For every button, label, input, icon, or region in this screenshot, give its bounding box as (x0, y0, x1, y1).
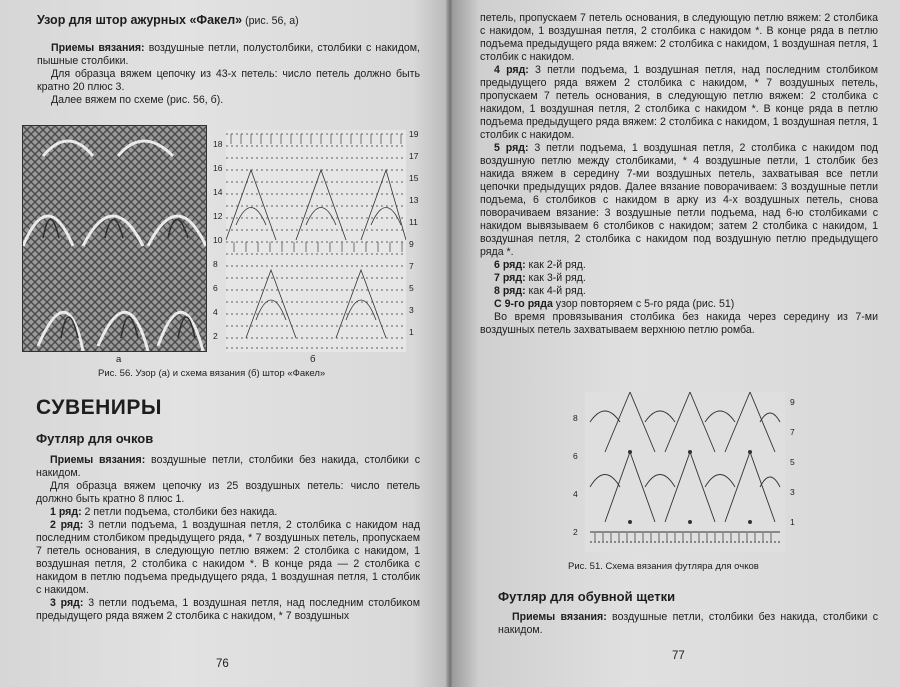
page-left (0, 0, 448, 687)
techniques-label: Приемы вязания: (512, 611, 607, 623)
row-label: 2 ряд: (50, 519, 84, 531)
row-number: 14 (213, 187, 223, 197)
row-label: 4 ряд: (494, 64, 529, 76)
techniques-text: воздушные петли, полустолбики, столбики с накидом, пышные столбики. (37, 42, 420, 67)
row-number: 10 (213, 235, 223, 245)
techniques-text: воздушные петли, столбики без накида, столбики с накидом. (36, 454, 421, 479)
row-text: 3 петли подъема, 1 воздушная петля, над последним столбиком предыдущего ряда вяжем 2 столбика с накидом, * 7 воздушных петель, пропускаем 7 петель основания, в следующую петлю вяжем: 2 столбика с накидом, 1 воздушная петля, 2 столбика с накидом *. В конце ряда в петлю подъема предыдущего ряда вяжем: 2 столбика с накидом, 1 воздушная петля, 1 столбик с накидом. (480, 64, 878, 141)
row-number: 7 (409, 261, 414, 271)
row-number: 8 (573, 413, 578, 423)
paragraph: петель, пропускаем 7 петель основания, в следующую петлю вяжем: 2 столбика с накидом, 1 воздушная петля, 2 столбика с накидом *. В конце ряда в петлю подъема предыдущего ряда вяжем: 2 столбика с накидом, 1 воздушная петля, 1 столбик с накидом. (480, 12, 878, 63)
row-number: 5 (409, 283, 414, 293)
row-number: 9 (409, 239, 414, 249)
row-text: 2 петли подъема, столбики без накида. (81, 506, 278, 518)
paragraph: Для образца вяжем цепочку из 43-х петель: число петель должно быть кратно 20 плюс 3. (37, 68, 420, 93)
row-number: 6 (213, 283, 218, 293)
row-label: 6 ряд: (494, 259, 526, 271)
row-text: узор повторяем с 5-го ряда (рис. 51) (552, 298, 735, 310)
row-label: 7 ряд: (494, 272, 526, 284)
techniques-label: Приемы вязания: (50, 454, 146, 466)
row-number: 4 (573, 489, 578, 499)
glasses-case-text (36, 454, 420, 623)
rows-text (480, 12, 878, 337)
figure-caption-51: Рис. 51. Схема вязания футляра для очков (568, 561, 759, 572)
diagram-row-numbers-left (573, 414, 578, 566)
row-number: 11 (409, 217, 418, 227)
row-text: как 3-й ряд. (525, 272, 586, 284)
paragraph: Далее вяжем по схеме (рис. 56, б). (51, 94, 224, 106)
fig-label-a: а (116, 354, 122, 365)
pattern-intro (37, 42, 420, 107)
row-label: 1 ряд: (50, 506, 82, 518)
row-number: 7 (790, 427, 795, 437)
techniques-text: воздушные петли, столбики без накида, столбики с накидом. (498, 611, 879, 636)
row-label: С 9-го ряда (494, 298, 553, 310)
row-number: 1 (409, 327, 414, 337)
section-title: СУВЕНИРЫ (36, 396, 162, 419)
paragraph: Во время провязывания столбика без накида через середину из 7-ми воздушных петель захватываем верхнюю петлю ромба. (480, 311, 878, 336)
row-text: 3 петли подъема, 1 воздушная петля, 2 столбика с накидом под воздушную петлю между столбиками, * 4 воздушные петли, 1 столбик без накида вяжем в середину 7-ми воздушных петель, захватывая все петли цепочки предыдущих рядов. Далее вязание поворачиваем: 3 воздушные петли подъема, 6 столбиков с накидом в арку из 4-х воздушных петель, снова поворачиваем вязание: 3 воздушные петли подъема, над 6-ю столбиками с накидом вывязываем 6 столбиков с накидом; затем 2 столбика с накидом, 1 воздушная петля, 2 столбика с накидом под воздушную петлю предыдущего ряда *. (480, 142, 878, 258)
row-text: как 4-й ряд. (525, 285, 586, 297)
row-number: 2 (213, 331, 218, 341)
row-number: 12 (213, 211, 223, 221)
row-number: 3 (409, 305, 414, 315)
subsection-title: Футляр для очков (36, 431, 154, 446)
row-number: 4 (213, 307, 218, 317)
row-number: 9 (790, 397, 795, 407)
row-number: 16 (213, 163, 223, 173)
row-number: 8 (213, 259, 218, 269)
diagram-row-numbers-right (790, 398, 795, 548)
row-number: 5 (790, 457, 795, 467)
page-number: 76 (216, 658, 229, 670)
pattern-heading-ref: (рис. 56, а) (242, 15, 299, 27)
row-number: 2 (573, 527, 578, 537)
row-text: 3 петли подъема, 1 воздушная петля, над последним столбиком предыдущего ряда вяжем 2 столбика с накидом, * 7 воздушных (36, 597, 420, 622)
row-number: 1 (790, 517, 795, 527)
crochet-chart-56-image (226, 130, 406, 352)
row-number: 18 (213, 139, 223, 149)
pattern-heading-block (37, 14, 420, 28)
row-label: 5 ряд: (494, 142, 529, 154)
diagram-row-numbers-right (409, 130, 418, 350)
paragraph: Для образца вяжем цепочку из 25 воздушных петель: число петель должно быть кратно 8 плюс 1. (36, 480, 420, 505)
lace-photo-image (23, 126, 206, 351)
lace-photo (22, 125, 207, 352)
page-right (452, 0, 900, 687)
brush-case-text (498, 611, 878, 637)
page-number: 77 (672, 650, 685, 662)
row-label: 3 ряд: (50, 597, 84, 609)
pattern-heading: Узор для штор ажурных «Факел» (37, 13, 243, 27)
crochet-chart-56 (226, 130, 406, 352)
techniques-label: Приемы вязания: (51, 42, 145, 54)
row-number: 6 (573, 451, 578, 461)
row-text: 3 петли подъема, 1 воздушная петля, 2 столбика с накидом над последним столбиком предыдущего ряда, * 7 воздушных петель, пропускаем 7 петель основания, в следующую петлю вяжем: 2 столбика с накидом, 1 воздушная петля, 2 столбика с накидом *. В конце ряда — 2 столбика с накидом в петлю подъема предыдущего ряда, 1 воздушная петля, 1 столбик с накидом. (36, 519, 421, 596)
fig-label-b: б (310, 354, 316, 365)
row-number: 13 (409, 195, 419, 205)
crochet-chart-51-image (585, 392, 785, 552)
row-number: 3 (790, 487, 795, 497)
diagram-row-numbers-left (213, 140, 222, 356)
row-label: 8 ряд: (494, 285, 526, 297)
subsection-title: Футляр для обувной щетки (498, 589, 676, 604)
row-text: как 2-й ряд. (525, 259, 586, 271)
row-number: 15 (409, 173, 419, 183)
crochet-chart-51 (585, 392, 785, 552)
figure-caption-56: Рис. 56. Узор (а) и схема вязания (б) штор «Факел» (98, 368, 326, 379)
row-number: 19 (409, 129, 419, 139)
row-number: 17 (409, 151, 419, 161)
